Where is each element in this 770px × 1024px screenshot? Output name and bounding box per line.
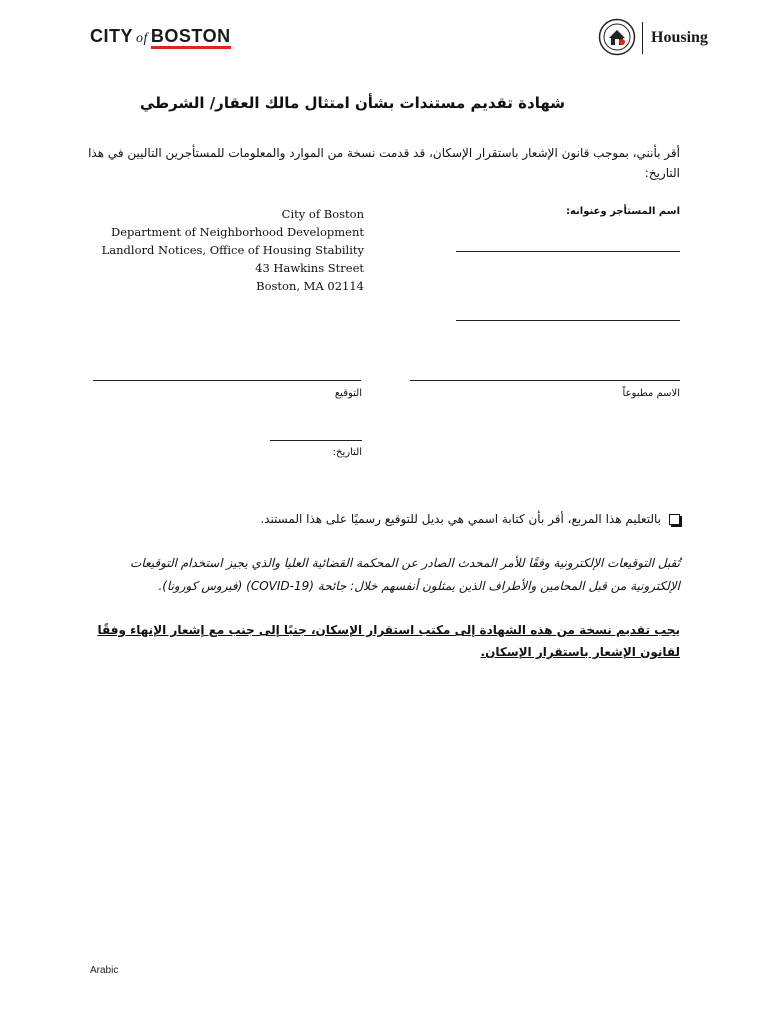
date-line[interactable]	[270, 440, 362, 441]
tenant-address-line[interactable]	[456, 320, 680, 321]
document-title: شهادة تقديم مستندات بشأن امتثال مالك العقار/ الشرطي	[139, 94, 565, 112]
submission-requirement: يجب تقديم نسخة من هذه الشهادة إلى مكتب استقرار الإسكان، جنبًا إلى جنب مع إشعار الإنهاء وفقًا لقانون الإشعار باستقرار الإسكان.	[97, 623, 680, 659]
tenant-name-address-label: اسم المستأجر وعنوانه:	[565, 206, 680, 217]
e-signature-consent-label: بالتعليم هذا المربع، أقر بأن كتابة اسمي هي بديل للتوقيع رسميًا على هذا المستند.	[260, 512, 661, 526]
intro-paragraph: أقر بأنني، بموجب قانون الإشعار باستقرار الإسكان، قد قدمت نسخة من الموارد والمعلومات للمستأجرين التاليين في هذا التاريخ:	[88, 146, 680, 180]
signature-label: التوقيع	[334, 388, 362, 399]
signature-line[interactable]	[93, 380, 361, 381]
date-label: التاريخ:	[332, 447, 362, 458]
printed-name-line[interactable]	[410, 380, 680, 381]
address-line-4: 43 Hawkins Street	[255, 261, 364, 275]
city-seal-icon	[598, 18, 636, 56]
e-signature-checkbox[interactable]	[669, 514, 680, 525]
address-line-3: Landlord Notices, Office of Housing Stability	[101, 243, 364, 257]
address-line-5: Boston, MA 02114	[256, 279, 364, 293]
logo-city-text: CITY	[90, 26, 134, 46]
language-label: Arabic	[90, 965, 119, 976]
tenant-name-line[interactable]	[456, 251, 680, 252]
electronic-signature-note: تُقبل التوقيعات الإلكترونية وفقًا للأمر المحدث الصادر عن المحكمة القضائية العليا والذي يجيز استخدام التوقيعات الإلكترونية من قبل المحامين والأطراف الذين يمثلون أنفسهم خلال: جائحة (COVID-19) (فيروس كورونا).	[130, 556, 680, 593]
housing-label: Housing	[651, 29, 708, 46]
logo-of-text: of	[136, 31, 148, 46]
city-of-boston-logo	[90, 26, 231, 47]
logo-boston-text: BOSTON	[150, 26, 231, 46]
recipient-address	[98, 205, 364, 295]
address-line-1: City of Boston	[281, 207, 364, 221]
address-line-2: Department of Neighborhood Development	[111, 225, 364, 239]
header-divider	[642, 22, 643, 54]
e-signature-consent-row[interactable]	[260, 512, 680, 526]
printed-name-label: الاسم مطبوعاً	[622, 388, 680, 399]
